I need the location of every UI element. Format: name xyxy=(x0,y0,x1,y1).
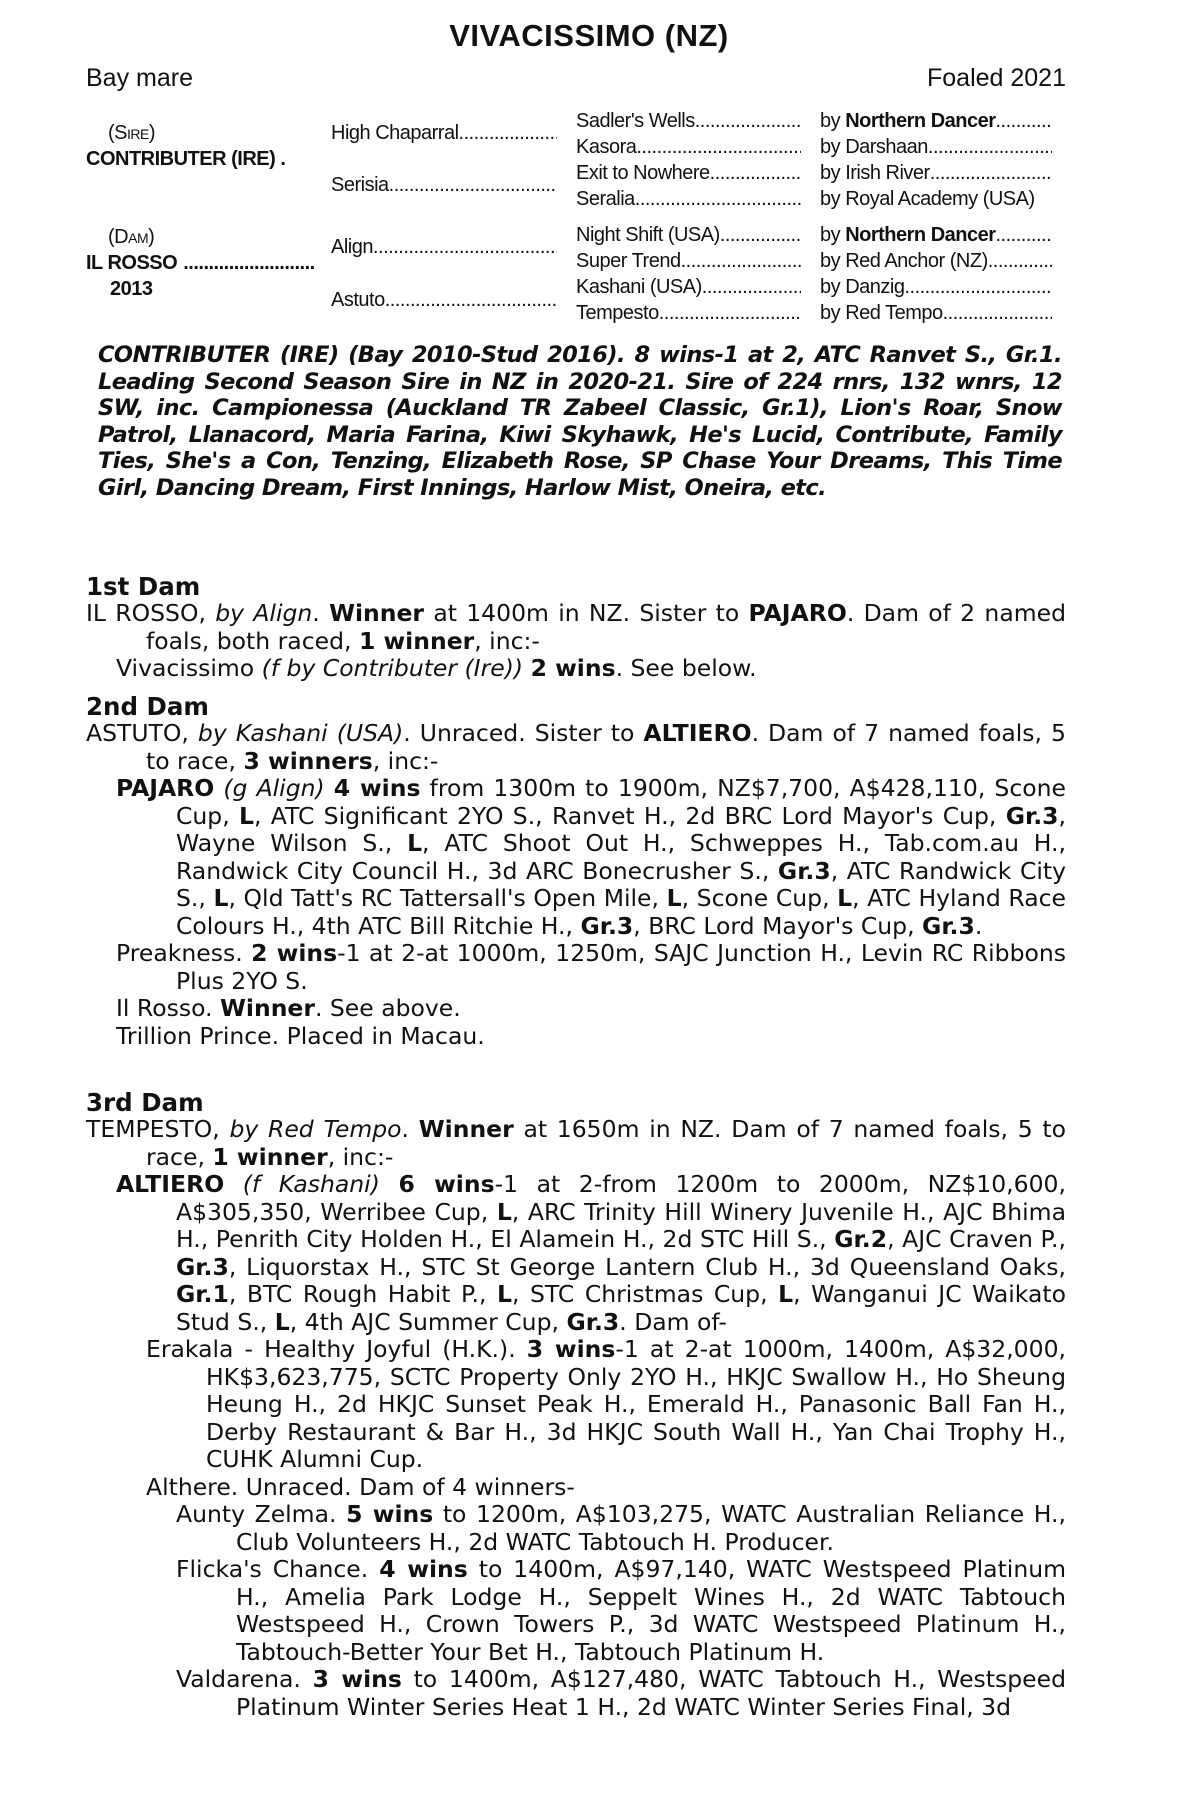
gen3-name: Tempesto xyxy=(576,302,659,324)
preakness-record: Preakness. 2 wins-1 at 2-at 1000m, 1250m, SAJC Junction H., Levin RC Ribbons Plus 2YO S. xyxy=(116,939,1067,995)
second-dam-heading: 2nd Dam xyxy=(86,692,209,721)
gen4-name: Red Tempo xyxy=(845,302,943,324)
gen4-row: by Danzig ..... xyxy=(820,274,1052,300)
second-dam-entry xyxy=(86,720,1066,1050)
gen3-row xyxy=(576,274,801,300)
gen4-name: Royal Academy (USA) xyxy=(845,188,1035,210)
gen4-row: by Irish River ..... xyxy=(820,160,1052,186)
third-dam-entry xyxy=(86,1116,1066,1721)
erakala-record: Erakala - Healthy Joyful (H.K.). 3 wins-1 at 2-at 1000m, 1400m, A$32,000, HK$3,623,775, SCTC Property Only 2YO H., HKJC Swallow H., Ho Sheung Heung H., 2d HKJC Sunset Peak H., Emerald H., Panasonic Ball Fan H., Derby Restaurant & Bar H., 3d HKJC South Wall H., Yan Chai Trophy H., CUHK Alumni Cup. xyxy=(146,1335,1066,1473)
gen4-name: Northern Dancer xyxy=(845,224,996,246)
sire-label: (Sire) xyxy=(108,122,155,144)
first-dam-paragraph: IL ROSSO, by Align. Winner at 1400m in NZ. Sister to PAJARO. Dam of 2 named foals, both raced, 1 winner, inc:- xyxy=(86,599,1066,655)
gen2-name: Astuto xyxy=(331,289,385,311)
sire-name: CONTRIBUTER (IRE) . xyxy=(86,148,286,170)
second-dam-paragraph: ASTUTO, by Kashani (USA). Unraced. Sister to ALTIERO. Dam of 7 named foals, 5 to race, 3 winners, inc:- xyxy=(86,719,1067,775)
althere-record: Althere. Unraced. Dam of 4 winners- xyxy=(146,1472,575,1501)
gen3-row xyxy=(576,134,801,160)
gen3-row xyxy=(576,300,801,326)
gen4-name: Irish River xyxy=(845,162,930,184)
gen3-row xyxy=(576,248,801,274)
sire-summary: CONTRIBUTER (IRE) (Bay 2010-Stud 2016). 8 wins-1 at 2, ATC Ranvet S., Gr.1. Leading Second Season Sire in NZ in 2020-21. Sire of 224 rnrs, 132 wnrs, 12 SW, inc. Campionessa (Auckland TR Zabeel Classic, Gr.1), Lion's Roar, Snow Patrol, Llanacord, Maria Farina, Kiwi Skyhawk, He's Lucid, Contribute, Family Ties, She's a Con, Tenzing, Elizabeth Rose, SP Chase Your Dreams, This Time Girl, Dancing Dream, First Innings, Harlow Mist, Oneira, etc. xyxy=(98,342,1062,501)
gen3-name: Sadler's Wells xyxy=(576,110,695,132)
third-dam-heading: 3rd Dam xyxy=(86,1088,204,1117)
foaled-year: Foaled 2021 xyxy=(926,64,1066,92)
aunty-zelma-record: Aunty Zelma. 5 wins to 1200m, A$103,275, WATC Australian Reliance H., Club Volunteers H., 2d WATC Tabtouch H. Producer. xyxy=(176,1500,1066,1556)
first-dam-foal: Vivacissimo (f by Contributer (Ire)) 2 wins. See below. xyxy=(116,654,757,682)
gen4-name: Northern Dancer xyxy=(845,110,996,132)
gen4-row: by Royal Academy (USA) xyxy=(820,188,1035,210)
gen2-name: Align xyxy=(331,236,373,258)
first-dam-entry xyxy=(86,600,1066,683)
pajaro-record: PAJARO (g Align) 4 wins from 1300m to 1900m, NZ$7,700, A$428,110, Scone Cup, L, ATC Significant 2YO S., Ranvet H., 2d BRC Lord Mayor's Cup, Gr.3, Wayne Wilson S., L, ATC Shoot Out H., Schweppes H., Tab.com.au H., Randwick City Council H., 3d ARC Bonecrusher S., Gr.3, ATC Randwick City S., L, Qld Tatt's RC Tattersall's Open Mile, L, Scone Cup, L, ATC Hyland Race Colours H., 4th ATC Bill Ritchie H., Gr.3, BRC Lord Mayor's Cup, Gr.3. xyxy=(116,774,1067,940)
gen2-row xyxy=(331,289,557,312)
gen3-name: Super Trend xyxy=(576,250,681,272)
gen4-row: by Northern Dancer ..... xyxy=(820,108,1052,134)
gen4-row: by Darshaan ..... xyxy=(820,134,1052,160)
gen3-name: Exit to Nowhere xyxy=(576,162,710,184)
gen3-row xyxy=(576,160,801,186)
altiero-record: ALTIERO (f Kashani) 6 wins-1 at 2-from 1200m to 2000m, NZ$10,600, A$305,350, Werribee Cup, L, ARC Trinity Hill Winery Juvenile H., AJC Bhima H., Penrith City Holden H., El Alamein H., 2d STC Hill S., Gr.2, AJC Craven P., Gr.3, Liquorstax H., STC St George Lantern Club H., 3d Queensland Oaks, Gr.1, BTC Rough Habit P., L, STC Christmas Cup, L, Wanganui JC Waikato Stud S., L, 4th AJC Summer Cup, Gr.3. Dam of- xyxy=(116,1170,1066,1336)
gen2-row xyxy=(331,122,557,145)
gen3-row xyxy=(576,222,801,248)
gen4-name: Red Anchor (NZ) xyxy=(845,250,988,272)
trillion-record: Trillion Prince. Placed in Macau. xyxy=(116,1021,485,1050)
gen2-name: Serisia xyxy=(331,174,389,196)
gen3-name: Night Shift (USA) xyxy=(576,224,720,246)
dam-name-row xyxy=(86,252,314,275)
horse-sex: Bay mare xyxy=(86,64,193,92)
gen3-row xyxy=(576,108,801,134)
gen4-row: by Northern Dancer ..... xyxy=(820,222,1052,248)
flickas-chance-record: Flicka's Chance. 4 wins to 1400m, A$97,140, WATC Westspeed Platinum H., Amelia Park Lodge H., Seppelt Wines H., 2d WATC Tabtouch Westspeed H., Crown Towers P., 3d WATC Westspeed Platinum H., Tabtouch-Better Your Bet H., Tabtouch Platinum H. xyxy=(176,1555,1067,1666)
dam-leader-dots xyxy=(183,252,314,275)
valdarena-record: Valdarena. 3 wins to 1400m, A$127,480, WATC Tabtouch H., Westspeed Platinum Winter Series Heat 1 H., 2d WATC Winter Series Final, 3d xyxy=(176,1665,1066,1721)
gen3-row xyxy=(576,186,801,212)
first-dam-heading: 1st Dam xyxy=(86,572,201,601)
horse-title: VIVACISSIMO (NZ) xyxy=(449,18,729,53)
gen3-name: Seralia xyxy=(576,188,635,210)
gen2-row xyxy=(331,174,557,197)
dam-label: (Dam) xyxy=(108,226,155,248)
gen2-row xyxy=(331,236,557,259)
gen2-name: High Chaparral xyxy=(331,122,459,144)
gen4-row: by Red Tempo ..... xyxy=(820,300,1052,326)
gen4-name: Danzig xyxy=(845,276,905,298)
ilrosso-record: Il Rosso. Winner. See above. xyxy=(116,994,461,1022)
gen3-name: Kashani (USA) xyxy=(576,276,702,298)
third-dam-paragraph: TEMPESTO, by Red Tempo. Winner at 1650m in NZ. Dam of 7 named foals, 5 to race, 1 winner, inc:- xyxy=(86,1115,1066,1171)
dam-name: IL ROSSO xyxy=(86,252,178,274)
gen4-name: Darshaan xyxy=(845,136,928,158)
dam-year: 2013 xyxy=(110,278,153,300)
gen3-name: Kasora xyxy=(576,136,637,158)
gen4-row: by Red Anchor (NZ) ..... xyxy=(820,248,1052,274)
